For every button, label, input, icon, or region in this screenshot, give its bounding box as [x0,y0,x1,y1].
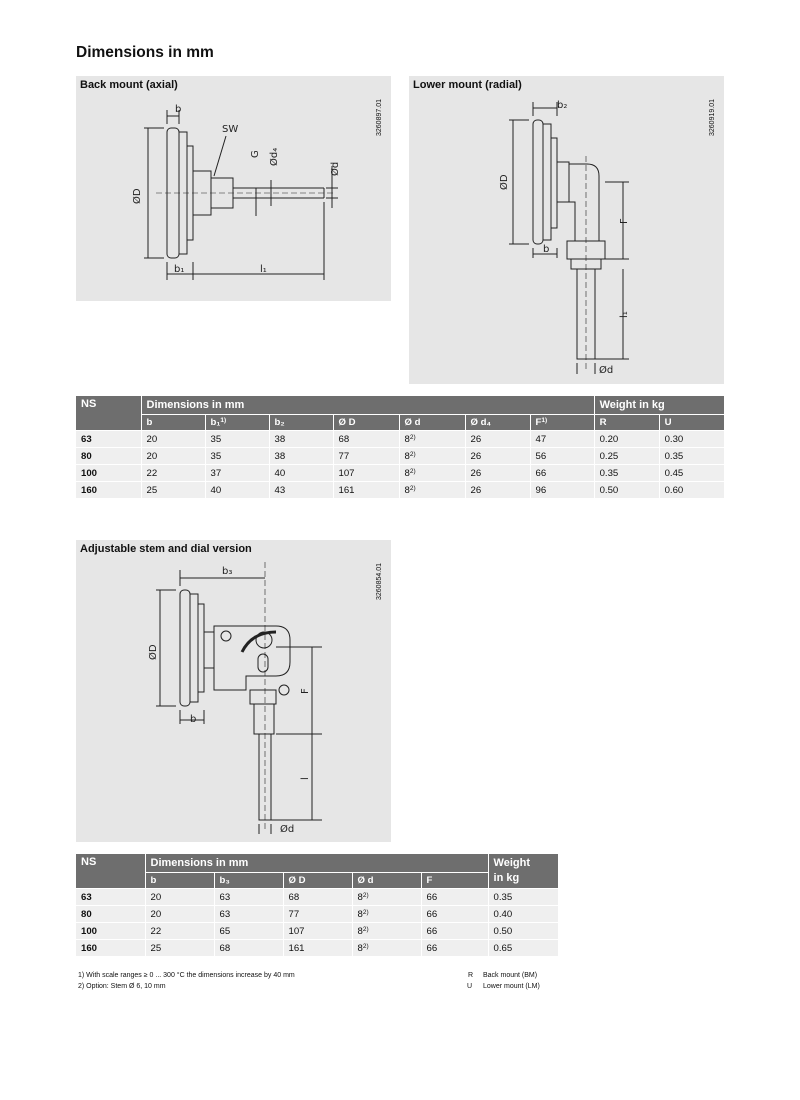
cell-value: 0.45 [664,467,684,479]
table-row [76,923,558,940]
table-cell [659,448,724,465]
table-cell [530,482,594,499]
cell-value: 66 [535,467,547,479]
cell-value: 0.40 [493,908,513,920]
cell-value: 77 [288,908,300,920]
column-header-label: b₁ [210,417,221,428]
cell-value: 100 [81,467,98,479]
table-cell [659,465,724,482]
table-cell [399,465,465,482]
cell-value: 80 [81,908,92,920]
table-cell [76,940,145,957]
dim-label-b: b [175,104,182,115]
dim-label-d: Ød [280,824,295,835]
table-cell [205,482,269,499]
table-cell [283,940,352,957]
dim-label-l1: l₁ [619,311,630,318]
footnote-ref: 2) [362,925,369,933]
cell-value: 25 [146,484,158,496]
cell-value: 20 [146,433,158,445]
adjustable-title: Adjustable stem and dial version [80,543,252,555]
table-cell [530,431,594,448]
cell-value: 0.50 [599,484,619,496]
dim-label-l: l [300,777,311,780]
adjustable-doc-number: 3260854.01 [376,563,383,600]
cell-value: 38 [274,433,286,445]
cell-value: 20 [146,450,158,462]
dim-label-g: G [250,150,261,158]
table-cell [214,923,283,940]
adjustable-drawing-panel [76,540,391,842]
column-header: Ø d [352,873,421,889]
column-header [594,415,659,431]
cell-value: 20 [150,891,162,903]
dim-label-b1: b₁ [174,264,185,275]
cell-value: 20 [150,908,162,920]
dim-label-l1: l₁ [260,264,267,275]
table-cell [145,940,214,957]
table-cell [145,923,214,940]
legend-r-code: R [468,972,474,979]
table-cell [269,465,333,482]
cell-value: 161 [288,942,305,954]
cell-value: 0.25 [599,450,619,462]
cell-value: 8 [357,925,363,937]
column-header [333,415,399,431]
table-cell [283,889,352,906]
table-cell [488,923,558,940]
table-cell [530,465,594,482]
cell-value: 107 [288,925,305,937]
cell-value: 47 [535,433,547,445]
table-cell [421,889,488,906]
dim-label-b: b [190,714,197,725]
column-header-label: b₂ [274,417,285,428]
table-cell [594,482,659,499]
cell-value: 66 [426,942,438,954]
cell-value: 8 [404,433,410,445]
table-cell [141,448,205,465]
dim-label-F: F [619,218,630,224]
table-cell [594,431,659,448]
table-cell [76,482,141,499]
ns-header: NS [76,396,141,431]
dim-label-D: ØD [499,174,510,190]
table-cell [283,923,352,940]
weight-header-line2: in kg [493,872,520,884]
cell-value: 96 [535,484,547,496]
cell-value: 8 [404,450,410,462]
table-cell [421,923,488,940]
footnote-ref: 2) [409,450,416,458]
column-header [399,415,465,431]
table-cell [333,431,399,448]
table-cell [76,906,145,923]
table-cell [488,906,558,923]
column-header-label: U [664,417,672,428]
table-row [76,906,558,923]
page-title: Dimensions in mm [76,44,214,61]
cell-value: 40 [274,467,286,479]
table-cell [269,431,333,448]
cell-value: 63 [81,891,92,903]
back-mount-drawing [76,76,391,301]
table-cell [399,482,465,499]
cell-value: 0.30 [664,433,684,445]
dim-label-D: ØD [148,644,159,660]
cell-value: 56 [535,450,547,462]
footnote-ref: 2) [409,484,416,492]
table-cell [214,889,283,906]
footnote-ref: 2) [362,891,369,899]
dim-label-b: b [543,244,550,255]
table-cell [333,465,399,482]
column-header: b₃ [214,873,283,889]
cell-value: 8 [357,942,363,954]
dim-label-F: F [300,688,311,694]
column-header [141,415,205,431]
back-mount-doc-number: 3260897.01 [376,99,383,136]
table-row [76,465,724,482]
cell-value: 63 [219,891,231,903]
cell-value: 0.20 [599,433,619,445]
table-cell [76,465,141,482]
dim-label-b3: b₃ [222,566,233,577]
cell-value: 80 [81,450,92,462]
cell-value: 0.65 [493,942,513,954]
dimensions-header: Dimensions in mm [145,854,488,873]
weight-header: Weight in kg [594,396,724,415]
cell-value: 68 [288,891,300,903]
back-mount-drawing-panel [76,76,391,301]
cell-value: 8 [404,467,410,479]
footnote-1: 1) With scale ranges ≥ 0 ... 300 °C the dimensions increase by 40 mm [78,972,295,979]
cell-value: 26 [470,433,482,445]
lower-mount-doc-number: 3260919.01 [709,99,716,136]
table-cell [659,431,724,448]
cell-value: 8 [357,908,363,920]
dim-label-d4: Ød₄ [269,147,280,166]
cell-value: 37 [210,467,222,479]
legend-u-code: U [467,983,473,990]
table-row [76,940,558,957]
cell-value: 26 [470,450,482,462]
table-cell [659,482,724,499]
column-header: b [145,873,214,889]
table-row [76,431,724,448]
table-cell [141,431,205,448]
table-cell [399,448,465,465]
column-header-label: F [535,417,542,428]
cell-value: 107 [338,467,355,479]
cell-value: 0.60 [664,484,684,496]
table-cell [269,448,333,465]
table-row [76,482,724,499]
column-header-footnote-ref: 1) [541,417,548,424]
table-cell [352,889,421,906]
weight-header [488,854,558,889]
column-header-label: Ø d [404,417,421,428]
table-cell [352,940,421,957]
legend-r-text: Back mount (BM) [483,972,538,979]
table-cell [333,482,399,499]
column-header [659,415,724,431]
lower-mount-title: Lower mount (radial) [413,79,522,91]
cell-value: 8 [404,484,410,496]
table-cell [214,906,283,923]
table-cell [76,889,145,906]
cell-value: 26 [470,484,482,496]
table-cell [141,465,205,482]
table-cell [283,906,352,923]
footnote-ref: 2) [409,467,416,475]
cell-value: 68 [219,942,231,954]
table-cell [465,448,530,465]
cell-value: 66 [426,925,438,937]
column-header-label: Ø d₄ [470,417,492,428]
back-mount-title: Back mount (axial) [80,79,178,91]
cell-value: 161 [338,484,355,496]
table-cell [145,906,214,923]
cell-value: 8 [357,891,363,903]
table-cell [333,448,399,465]
ns-header: NS [76,854,145,889]
adjustable-drawing [76,540,391,842]
column-header [269,415,333,431]
cell-value: 66 [426,891,438,903]
dimensions-table-standard [76,396,725,499]
table-cell [269,482,333,499]
table-cell [465,465,530,482]
column-header: Ø D [283,873,352,889]
cell-value: 63 [219,908,231,920]
cell-value: 43 [274,484,286,496]
dim-label-D: ØD [132,188,143,204]
table-cell [421,940,488,957]
dimensions-table-adjustable [76,854,559,957]
dimensions-header: Dimensions in mm [141,396,594,415]
column-header [530,415,594,431]
cell-value: 100 [81,925,98,937]
table-cell [488,940,558,957]
cell-value: 40 [210,484,222,496]
table-cell [214,940,283,957]
column-header-label: R [599,417,607,428]
table-cell [465,482,530,499]
cell-value: 0.50 [493,925,513,937]
cell-value: 0.35 [664,450,684,462]
table-cell [399,431,465,448]
footnote-2: 2) Option: Stem Ø 6, 10 mm [78,983,166,990]
table-cell [205,431,269,448]
table-cell [594,465,659,482]
table-cell [421,906,488,923]
table-cell [76,431,141,448]
lower-mount-drawing-panel [409,76,724,384]
column-header-label: b [146,417,153,428]
cell-value: 25 [150,942,162,954]
column-header-footnote-ref: 1) [220,417,227,424]
footnote-ref: 2) [362,942,369,950]
cell-value: 66 [426,908,438,920]
table-cell [76,923,145,940]
column-header [465,415,530,431]
cell-value: 65 [219,925,231,937]
cell-value: 160 [81,484,98,496]
column-header-label: Ø D [338,417,356,428]
table-cell [352,906,421,923]
table-cell [205,448,269,465]
weight-header-line1: Weight [493,857,531,869]
cell-value: 77 [338,450,350,462]
table-cell [530,448,594,465]
legend-u-text: Lower mount (LM) [483,983,540,990]
table-cell [141,482,205,499]
table-cell [145,889,214,906]
cell-value: 68 [338,433,350,445]
dim-label-d: Ød [599,365,614,376]
dim-label-d: Ød [330,161,341,176]
table-cell [352,923,421,940]
table-row [76,448,724,465]
footnote-ref: 2) [362,908,369,916]
cell-value: 35 [210,450,222,462]
cell-value: 63 [81,433,92,445]
table-cell [488,889,558,906]
table-cell [594,448,659,465]
cell-value: 0.35 [493,891,513,903]
dim-label-b2: b₂ [557,100,568,111]
column-header: F [421,873,488,889]
table-cell [76,448,141,465]
cell-value: 35 [210,433,222,445]
cell-value: 0.35 [599,467,619,479]
lower-mount-drawing [409,76,724,384]
footnote-ref: 2) [409,433,416,441]
column-header [205,415,269,431]
cell-value: 22 [146,467,158,479]
cell-value: 38 [274,450,286,462]
dim-label-sw: SW [222,124,239,135]
cell-value: 22 [150,925,162,937]
table-row [76,889,558,906]
table-cell [205,465,269,482]
table-cell [465,431,530,448]
cell-value: 26 [470,467,482,479]
cell-value: 160 [81,942,98,954]
